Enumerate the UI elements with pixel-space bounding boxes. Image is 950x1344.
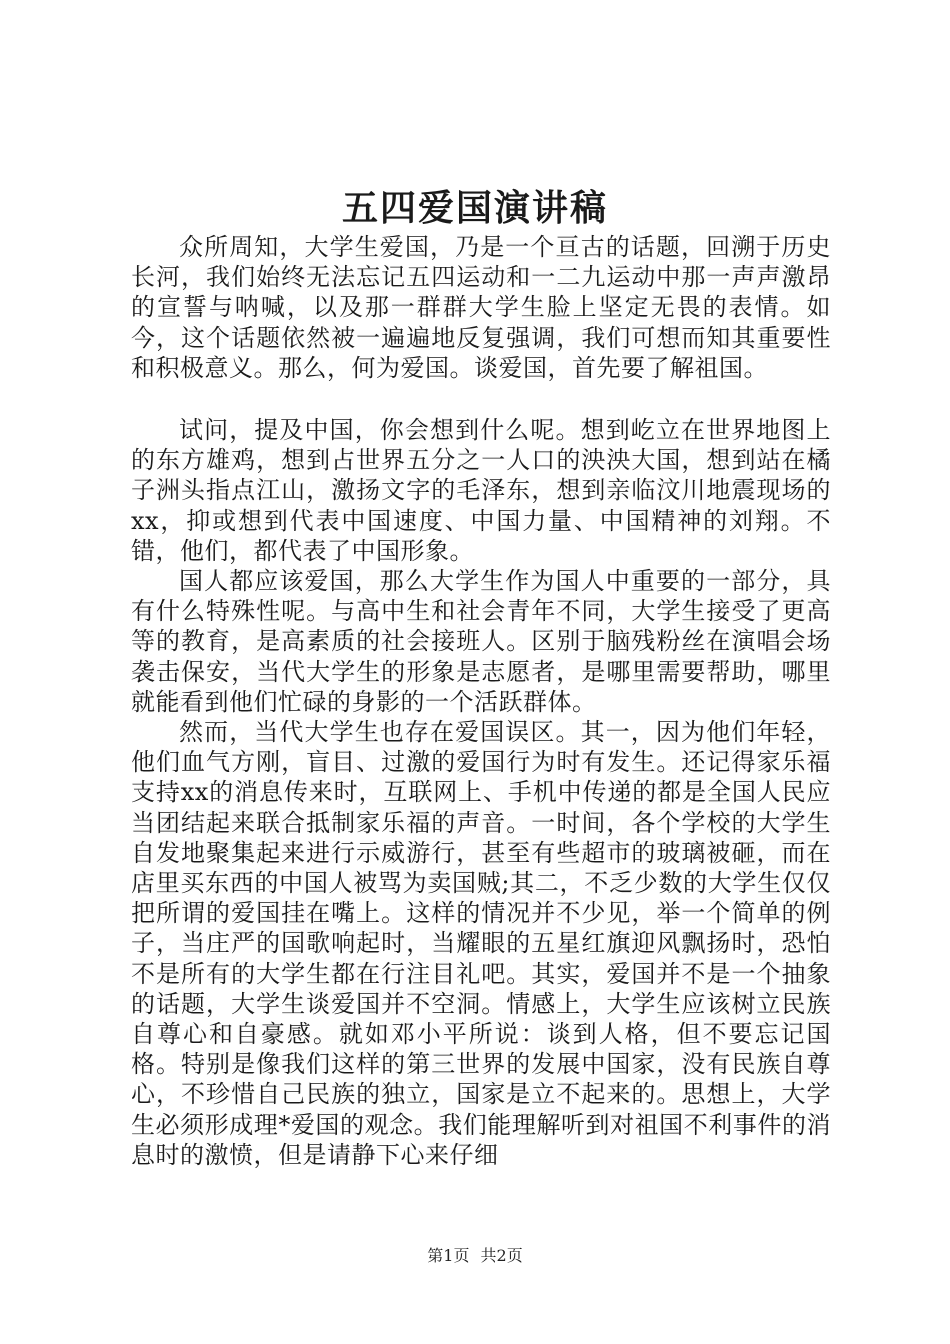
- paragraph-1: 众所周知，大学生爱国，乃是一个亘古的话题，回溯于历史长河，我们始终无法忘记五四运动和一二九运动中那一声声激昂的宣誓与呐喊，以及那一群群大学生脸上坚定无畏的表情。如今，这个话题依然被一遍遍地反复强调，我们可想而知其重要性和积极意义。那么，何为爱国。谈爱国，首先要了解祖国。: [131, 233, 831, 382]
- page-footer: [0, 1244, 950, 1268]
- paragraph-3: 国人都应该爱国，那么大学生作为国人中重要的一部分，具有什么特殊性呢。与高中生和社会青年不同，大学生接受了更高等的教育，是高素质的社会接班人。区别于脑残粉丝在演唱会场袭击保安，当代大学生的形象是志愿者，是哪里需要帮助，哪里就能看到他们忙碌的身影的一个活跃群体。: [131, 567, 831, 716]
- page-number: 第1页: [427, 1246, 470, 1265]
- paragraph-4: 然而，当代大学生也存在爱国误区。其一，因为他们年轻，他们血气方刚，盲目、过激的爱国行为时有发生。还记得家乐福支持xx的消息传来时，互联网上、手机中传递的都是全国人民应当团结起来联合抵制家乐福的声音。一时间，各个学校的大学生自发地聚集起来进行示威游行，甚至有些超市的玻璃被砸，而在店里买东西的中国人被骂为卖国贼;其二，不乏少数的大学生仅仅把所谓的爱国挂在嘴上。这样的情况并不少见，举一个简单的例子，当庄严的国歌响起时，当耀眼的五星红旗迎风飘扬时，恐怕不是所有的大学生都在行注目礼吧。其实，爱国并不是一个抽象的话题，大学生谈爱国并不空洞。情感上，大学生应该树立民族自尊心和自豪感。就如邓小平所说：谈到人格，但不要忘记国格。特别是像我们这样的第三世界的发展中国家，没有民族自尊心，不珍惜自己民族的独立，国家是立不起来的。思想上，大学生必须形成理*爱国的观念。我们能理解听到对祖国不利事件的消息时的激愤，但是请静下心来仔细: [131, 718, 831, 1169]
- paragraph-2: 试问，提及中国，你会想到什么呢。想到屹立在世界地图上的东方雄鸡，想到占世界五分之一人口的泱泱大国，想到站在橘子洲头指点江山，激扬文字的毛泽东，想到亲临汶川地震现场的xx，抑或想到代表中国速度、中国力量、中国精神的刘翔。不错，他们，都代表了中国形象。: [131, 416, 831, 565]
- document-title: 五四爱国演讲稿: [341, 187, 608, 229]
- document-body: [131, 232, 831, 1170]
- page-total: 共2页: [480, 1246, 523, 1265]
